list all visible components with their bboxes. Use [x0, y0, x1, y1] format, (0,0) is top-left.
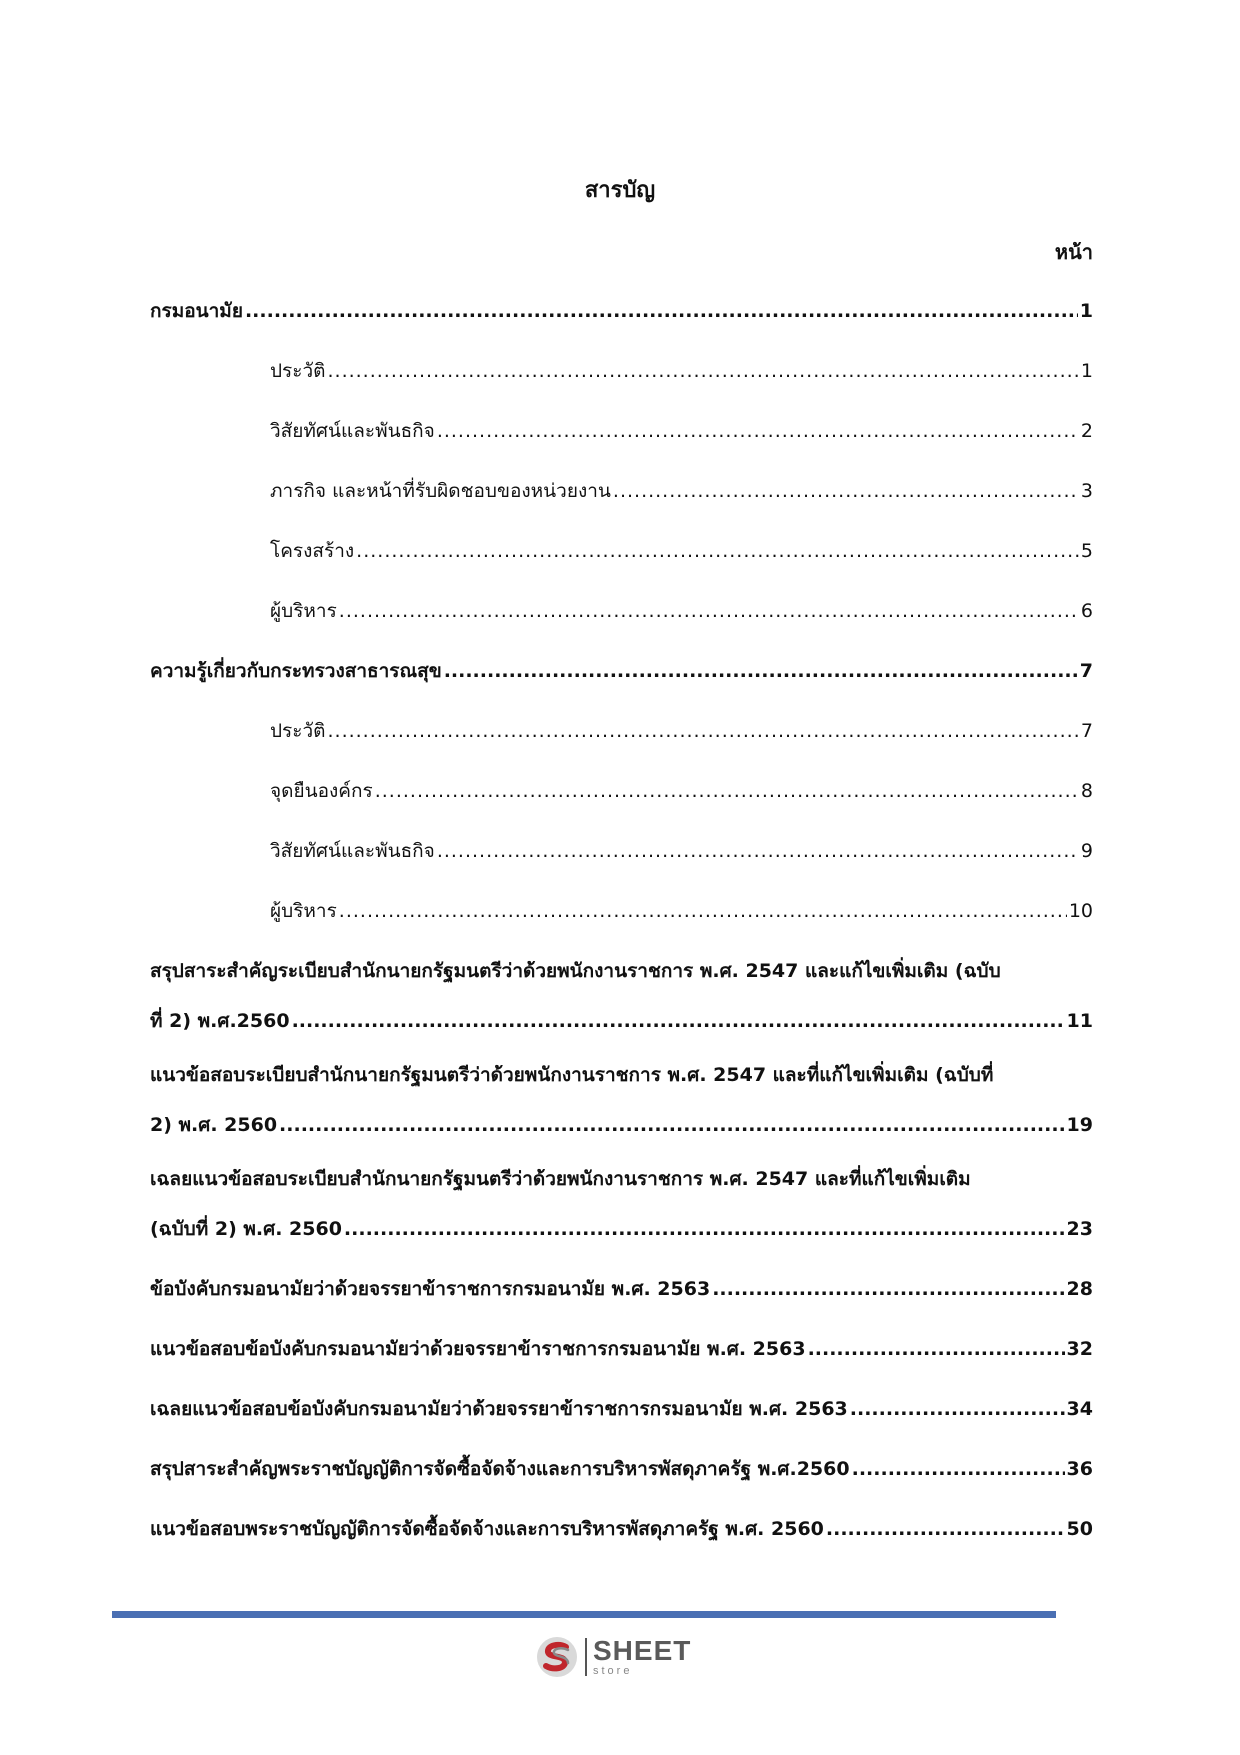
toc-entry-title: สรุปสาระสำคัญพระราชบัญญัติการจัดซื้อจัดจ้างและการบริหารพัสดุภาครัฐ พ.ศ.2560 [150, 1458, 850, 1480]
toc-subentry-executives[interactable] [270, 596, 1093, 626]
toc-entry-ethics-regulation-exam[interactable] [150, 1334, 1093, 1364]
toc-entry-title: เฉลยแนวข้อสอบข้อบังคับกรมอนามัยว่าด้วยจรรยาข้าราชการกรมอนามัย พ.ศ. 2563 [150, 1398, 848, 1420]
dot-leader [327, 716, 1078, 746]
sheet-store-s-logo-icon [535, 1635, 579, 1679]
toc-entry-procurement-act-summary[interactable] [150, 1454, 1093, 1484]
toc-entry-civil-staff-regulation-exam[interactable] [150, 1110, 1093, 1140]
toc-entry-title: วิสัยทัศน์และพันธกิจ [270, 420, 435, 442]
dot-leader [712, 1274, 1064, 1304]
toc-subentry-vision-mission[interactable] [270, 836, 1093, 866]
toc-entry-title: แนวข้อสอบพระราชบัญญัติการจัดซื้อจัดจ้างและการบริหารพัสดุภาครัฐ พ.ศ. 2560 [150, 1518, 824, 1540]
toc-subentry-duties[interactable] [270, 476, 1093, 506]
toc-entry-procurement-act-exam[interactable] [150, 1514, 1093, 1544]
toc-entry-department-of-health[interactable] [150, 296, 1093, 326]
dot-leader [245, 296, 1078, 326]
toc-entry-title: ที่ 2) พ.ศ.2560 [150, 1010, 290, 1032]
dot-leader [356, 536, 1079, 566]
dot-leader [344, 1214, 1065, 1244]
toc-entry-page: 6 [1080, 600, 1093, 622]
toc-entry-line1[interactable]: เฉลยแนวข้อสอบระเบียบสำนักนายกรัฐมนตรีว่าด้วยพนักงานราชการ พ.ศ. 2547 และที่แก้ไขเพิ่มเติม [150, 1168, 971, 1190]
toc-entry-page: 23 [1066, 1218, 1093, 1240]
toc-subentry-history[interactable] [270, 356, 1093, 386]
footer-logo [535, 1635, 691, 1679]
footer-divider [112, 1611, 1056, 1618]
toc-entry-page: 3 [1080, 480, 1093, 502]
toc-entry-page: 11 [1066, 1010, 1093, 1032]
toc-entry-page: 10 [1068, 900, 1093, 922]
toc-entry-page: 2 [1080, 420, 1093, 442]
dot-leader [826, 1514, 1065, 1544]
dot-leader [339, 596, 1079, 626]
toc-entry-page: 8 [1080, 780, 1093, 802]
toc-entry-page: 1 [1080, 360, 1093, 382]
toc-entry-ministry-of-public-health[interactable] [150, 656, 1093, 686]
dot-leader [437, 416, 1079, 446]
page-column-label: หน้า [1054, 240, 1093, 264]
dot-leader [375, 776, 1079, 806]
toc-entry-page: 7 [1079, 660, 1093, 682]
toc-entry-title: ข้อบังคับกรมอนามัยว่าด้วยจรรยาข้าราชการกรมอนามัย พ.ศ. 2563 [150, 1278, 711, 1300]
toc-entry-title: จุดยืนองค์กร [270, 780, 373, 802]
toc-entry-ethics-regulation[interactable] [150, 1274, 1093, 1304]
toc-subentry-structure[interactable] [270, 536, 1093, 566]
toc-entry-title: ประวัติ [270, 360, 326, 382]
dot-leader [437, 836, 1079, 866]
toc-entry-title: ผู้บริหาร [270, 600, 337, 622]
brand-subtitle: store [593, 1665, 633, 1677]
logo-separator [585, 1638, 587, 1676]
dot-leader [327, 356, 1078, 386]
dot-leader [613, 476, 1079, 506]
toc-entry-title: 2) พ.ศ. 2560 [150, 1114, 278, 1136]
toc-entry-title: โครงสร้าง [270, 540, 355, 562]
toc-entry-title: ความรู้เกี่ยวกับกระทรวงสาธารณสุข [150, 660, 442, 682]
toc-entry-page: 28 [1066, 1278, 1093, 1300]
toc-entry-page: 19 [1066, 1114, 1093, 1136]
toc-entry-page: 9 [1080, 840, 1093, 862]
toc-entry-page: 7 [1080, 720, 1093, 742]
dot-leader [292, 1006, 1065, 1036]
toc-subentry-organization-stance[interactable] [270, 776, 1093, 806]
toc-entry-title: (ฉบับที่ 2) พ.ศ. 2560 [150, 1218, 342, 1240]
dot-leader [808, 1334, 1065, 1364]
toc-entry-page: 50 [1066, 1518, 1093, 1540]
toc-entry-line1[interactable]: สรุปสาระสำคัญระเบียบสำนักนายกรัฐมนตรีว่าด้วยพนักงานราชการ พ.ศ. 2547 และแก้ไขเพิ่มเติม (ฉบับ [150, 960, 1001, 982]
toc-subentry-vision-mission[interactable] [270, 416, 1093, 446]
toc-entry-page: 5 [1080, 540, 1093, 562]
brand-name: SHEET [593, 1635, 692, 1666]
toc-entry-ethics-regulation-answers[interactable] [150, 1394, 1093, 1424]
toc-entry-title: ภารกิจ และหน้าที่รับผิดชอบของหน่วยงาน [270, 480, 611, 502]
toc-entry-civil-staff-regulation-summary[interactable] [150, 1006, 1093, 1036]
toc-entry-title: ประวัติ [270, 720, 326, 742]
toc-entry-civil-staff-regulation-answers[interactable] [150, 1214, 1093, 1244]
toc-entry-line1[interactable]: แนวข้อสอบระเบียบสำนักนายกรัฐมนตรีว่าด้วยพนักงานราชการ พ.ศ. 2547 และที่แก้ไขเพิ่มเติม (ฉบับที่ [150, 1064, 994, 1086]
dot-leader [850, 1394, 1065, 1424]
toc-entry-title: ผู้บริหาร [270, 900, 337, 922]
toc-entry-page: 1 [1079, 300, 1093, 322]
toc-subentry-executives[interactable] [270, 896, 1093, 926]
dot-leader [339, 896, 1067, 926]
brand-wordmark [593, 1637, 691, 1677]
toc-entry-title: กรมอนามัย [150, 300, 243, 322]
toc-entry-page: 34 [1066, 1398, 1093, 1420]
dot-leader [444, 656, 1078, 686]
toc-entry-page: 36 [1066, 1458, 1093, 1480]
toc-entry-title: แนวข้อสอบข้อบังคับกรมอนามัยว่าด้วยจรรยาข้าราชการกรมอนามัย พ.ศ. 2563 [150, 1338, 806, 1360]
page-title: สารบัญ [584, 178, 656, 203]
toc-subentry-history[interactable] [270, 716, 1093, 746]
dot-leader [852, 1454, 1065, 1484]
dot-leader [279, 1110, 1065, 1140]
toc-entry-title: วิสัยทัศน์และพันธกิจ [270, 840, 435, 862]
toc-entry-page: 32 [1066, 1338, 1093, 1360]
